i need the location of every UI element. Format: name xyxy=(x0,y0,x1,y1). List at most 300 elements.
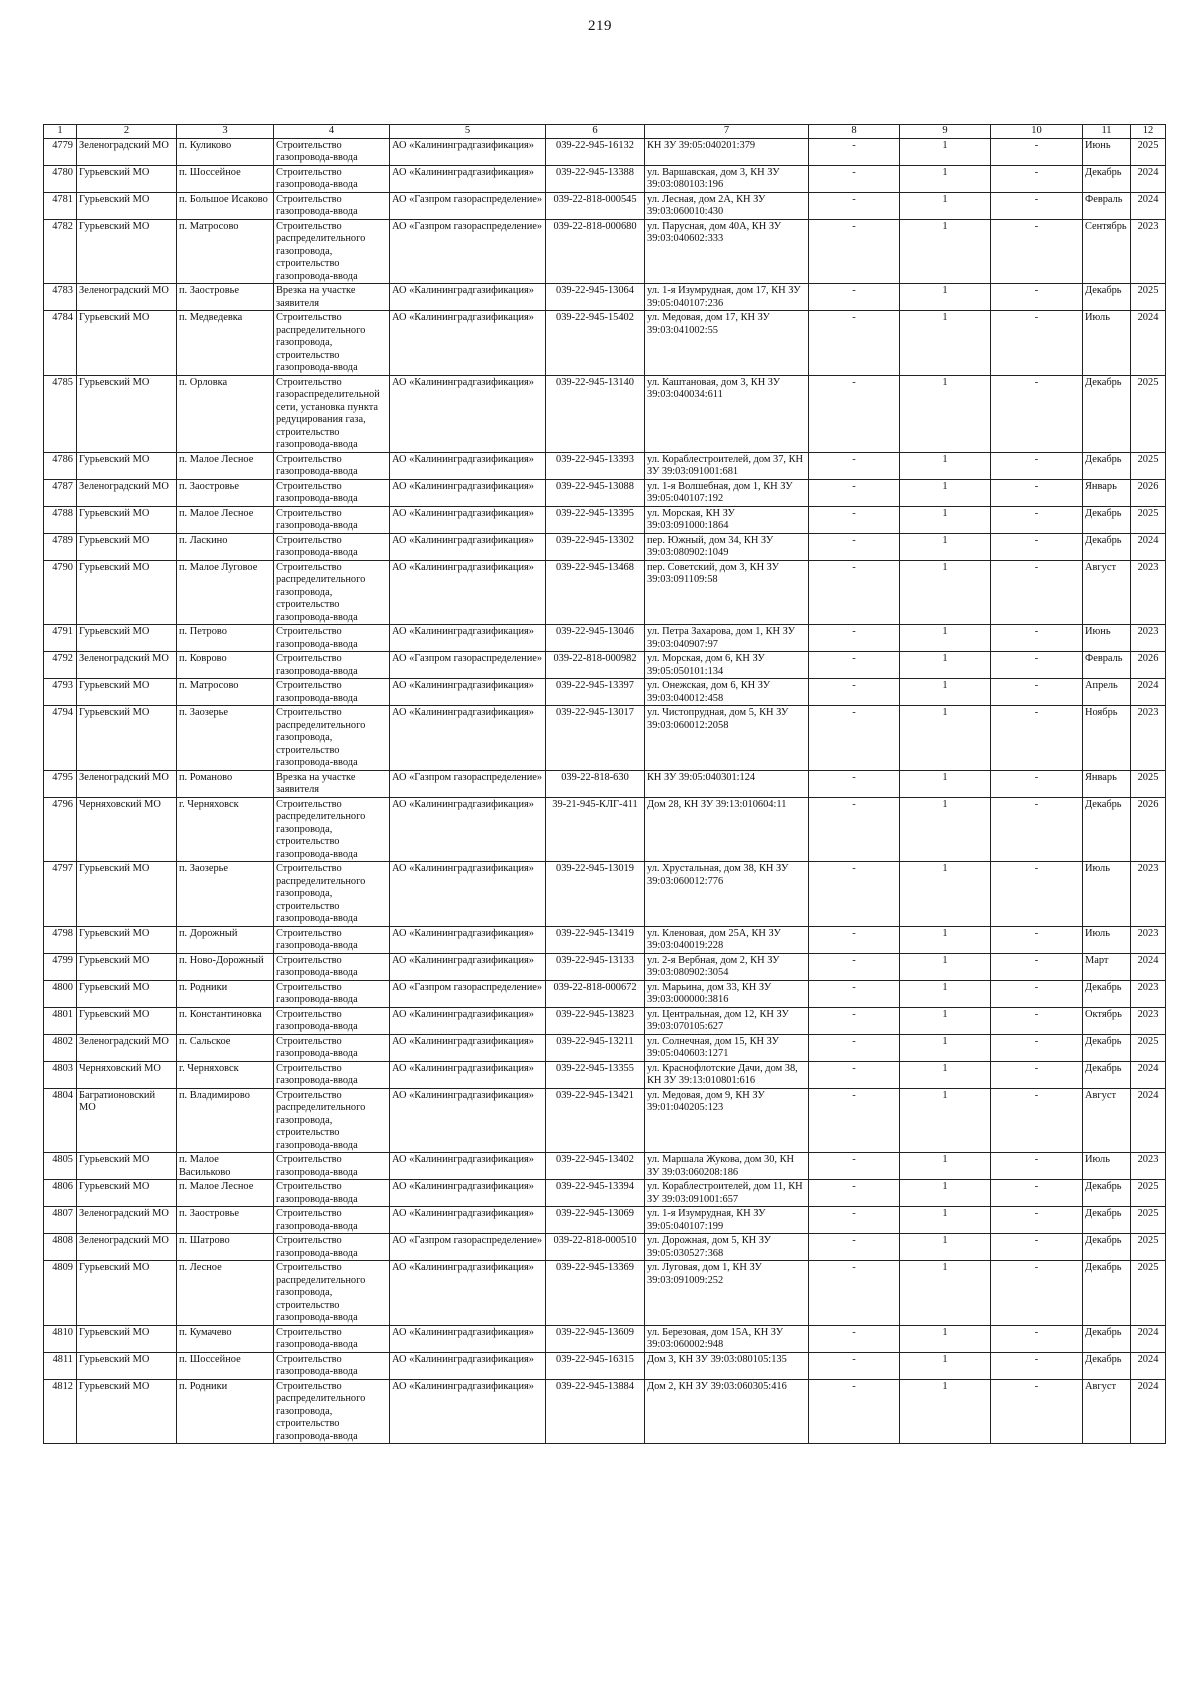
cell-month: Декабрь xyxy=(1083,1034,1131,1061)
cell-municipality: Гурьевский МО xyxy=(77,533,177,560)
table-row xyxy=(44,311,1166,376)
cell-application-number: 039-22-818-000672 xyxy=(546,980,645,1007)
table-row xyxy=(44,192,1166,219)
cell-organization: АО «Калининградгазификация» xyxy=(390,862,546,927)
cell-work-type: Врезка на участке заявителя xyxy=(274,770,390,797)
cell-year: 2024 xyxy=(1131,533,1166,560)
cell-work-type: Строительство распределительного газопровода, строительство газопровода-ввода xyxy=(274,1088,390,1153)
cell-col9: 1 xyxy=(900,652,991,679)
cell-col10: - xyxy=(991,1061,1083,1088)
table-row xyxy=(44,533,1166,560)
cell-organization: АО «Газпром газораспределение» xyxy=(390,1234,546,1261)
cell-month: Июнь xyxy=(1083,138,1131,165)
cell-col8: - xyxy=(809,625,900,652)
cell-year: 2024 xyxy=(1131,311,1166,376)
cell-month: Апрель xyxy=(1083,679,1131,706)
cell-application-number: 039-22-945-13402 xyxy=(546,1153,645,1180)
cell-col10: - xyxy=(991,138,1083,165)
table-row xyxy=(44,1153,1166,1180)
cell-work-type: Строительство газопровода-ввода xyxy=(274,1207,390,1234)
cell-municipality: Гурьевский МО xyxy=(77,926,177,953)
cell-row-number: 4791 xyxy=(44,625,77,652)
cell-col10: - xyxy=(991,311,1083,376)
table-row xyxy=(44,862,1166,927)
cell-col8: - xyxy=(809,1261,900,1326)
cell-row-number: 4790 xyxy=(44,560,77,625)
table-row xyxy=(44,770,1166,797)
cell-address: Дом 3, КН ЗУ 39:03:080105:135 xyxy=(645,1352,809,1379)
cell-col8: - xyxy=(809,1207,900,1234)
cell-address: ул. Каштановая, дом 3, КН ЗУ 39:03:040034:611 xyxy=(645,375,809,452)
cell-col8: - xyxy=(809,706,900,771)
table-row xyxy=(44,1061,1166,1088)
cell-work-type: Строительство газопровода-ввода xyxy=(274,1325,390,1352)
table-row xyxy=(44,1261,1166,1326)
cell-address: ул. Чистопрудная, дом 5, КН ЗУ 39:03:060012:2058 xyxy=(645,706,809,771)
cell-municipality: Гурьевский МО xyxy=(77,560,177,625)
cell-row-number: 4793 xyxy=(44,679,77,706)
cell-municipality: Зеленоградский МО xyxy=(77,284,177,311)
cell-organization: АО «Газпром газораспределение» xyxy=(390,980,546,1007)
cell-month: Февраль xyxy=(1083,192,1131,219)
table-row xyxy=(44,165,1166,192)
cell-row-number: 4796 xyxy=(44,797,77,862)
cell-col9: 1 xyxy=(900,533,991,560)
column-header: 1 xyxy=(44,125,77,139)
data-table xyxy=(43,124,1166,1444)
cell-year: 2026 xyxy=(1131,652,1166,679)
page-number: 219 xyxy=(588,18,612,34)
cell-row-number: 4802 xyxy=(44,1034,77,1061)
cell-application-number: 039-22-945-13369 xyxy=(546,1261,645,1326)
cell-col9: 1 xyxy=(900,1352,991,1379)
cell-month: Декабрь xyxy=(1083,1352,1131,1379)
cell-address: Дом 28, КН ЗУ 39:13:010604:11 xyxy=(645,797,809,862)
cell-application-number: 039-22-945-13397 xyxy=(546,679,645,706)
cell-municipality: Гурьевский МО xyxy=(77,862,177,927)
cell-year: 2023 xyxy=(1131,1153,1166,1180)
cell-work-type: Строительство газопровода-ввода xyxy=(274,679,390,706)
cell-row-number: 4806 xyxy=(44,1180,77,1207)
cell-application-number: 039-22-945-13884 xyxy=(546,1379,645,1444)
cell-application-number: 039-22-945-15402 xyxy=(546,311,645,376)
cell-organization: АО «Калининградгазификация» xyxy=(390,926,546,953)
cell-row-number: 4809 xyxy=(44,1261,77,1326)
cell-organization: АО «Калининградгазификация» xyxy=(390,1325,546,1352)
cell-col9: 1 xyxy=(900,1180,991,1207)
cell-col8: - xyxy=(809,533,900,560)
cell-col9: 1 xyxy=(900,862,991,927)
cell-row-number: 4812 xyxy=(44,1379,77,1444)
table-row xyxy=(44,706,1166,771)
cell-col8: - xyxy=(809,1379,900,1444)
cell-organization: АО «Калининградгазификация» xyxy=(390,1153,546,1180)
cell-col10: - xyxy=(991,679,1083,706)
cell-application-number: 039-22-945-13140 xyxy=(546,375,645,452)
cell-col8: - xyxy=(809,311,900,376)
cell-address: ул. 1-я Волшебная, дом 1, КН ЗУ 39:05:040107:192 xyxy=(645,479,809,506)
cell-settlement: п. Заозерье xyxy=(177,862,274,927)
cell-col8: - xyxy=(809,1325,900,1352)
cell-col9: 1 xyxy=(900,311,991,376)
cell-settlement: п. Малое Лесное xyxy=(177,1180,274,1207)
cell-work-type: Строительство распределительного газопровода, строительство газопровода-ввода xyxy=(274,311,390,376)
cell-month: Декабрь xyxy=(1083,506,1131,533)
cell-row-number: 4781 xyxy=(44,192,77,219)
cell-col10: - xyxy=(991,1088,1083,1153)
cell-organization: АО «Калининградгазификация» xyxy=(390,706,546,771)
cell-row-number: 4803 xyxy=(44,1061,77,1088)
cell-application-number: 039-22-945-13468 xyxy=(546,560,645,625)
cell-year: 2023 xyxy=(1131,1007,1166,1034)
cell-organization: АО «Калининградгазификация» xyxy=(390,953,546,980)
cell-col9: 1 xyxy=(900,479,991,506)
cell-col10: - xyxy=(991,1180,1083,1207)
cell-row-number: 4783 xyxy=(44,284,77,311)
cell-settlement: п. Коврово xyxy=(177,652,274,679)
cell-work-type: Строительство газопровода-ввода xyxy=(274,1153,390,1180)
header-row xyxy=(44,125,1166,139)
cell-address: ул. Медовая, дом 17, КН ЗУ 39:03:041002:55 xyxy=(645,311,809,376)
cell-row-number: 4797 xyxy=(44,862,77,927)
cell-settlement: п. Родники xyxy=(177,980,274,1007)
cell-address: ул. Варшавская, дом 3, КН ЗУ 39:03:080103:196 xyxy=(645,165,809,192)
cell-municipality: Черняховский МО xyxy=(77,797,177,862)
cell-col9: 1 xyxy=(900,797,991,862)
cell-application-number: 039-22-818-000510 xyxy=(546,1234,645,1261)
cell-col8: - xyxy=(809,165,900,192)
cell-col9: 1 xyxy=(900,165,991,192)
cell-organization: АО «Калининградгазификация» xyxy=(390,311,546,376)
cell-work-type: Строительство газопровода-ввода xyxy=(274,479,390,506)
cell-organization: АО «Калининградгазификация» xyxy=(390,1180,546,1207)
table-row xyxy=(44,284,1166,311)
cell-address: ул. Солнечная, дом 15, КН ЗУ 39:05:040603:1271 xyxy=(645,1034,809,1061)
cell-row-number: 4810 xyxy=(44,1325,77,1352)
cell-organization: АО «Калининградгазификация» xyxy=(390,479,546,506)
cell-month: Февраль xyxy=(1083,652,1131,679)
cell-municipality: Багратионовский МО xyxy=(77,1088,177,1153)
cell-settlement: п. Романово xyxy=(177,770,274,797)
cell-organization: АО «Калининградгазификация» xyxy=(390,1207,546,1234)
cell-municipality: Гурьевский МО xyxy=(77,1325,177,1352)
cell-application-number: 039-22-945-13355 xyxy=(546,1061,645,1088)
cell-settlement: п. Малое Луговое xyxy=(177,560,274,625)
cell-col8: - xyxy=(809,1061,900,1088)
cell-col8: - xyxy=(809,1088,900,1153)
cell-month: Декабрь xyxy=(1083,375,1131,452)
cell-settlement: п. Малое Лесное xyxy=(177,506,274,533)
cell-municipality: Гурьевский МО xyxy=(77,506,177,533)
cell-address: ул. Хрустальная, дом 38, КН ЗУ 39:03:060012:776 xyxy=(645,862,809,927)
cell-municipality: Черняховский МО xyxy=(77,1061,177,1088)
cell-organization: АО «Калининградгазификация» xyxy=(390,452,546,479)
cell-municipality: Гурьевский МО xyxy=(77,625,177,652)
cell-work-type: Строительство распределительного газопровода, строительство газопровода-ввода xyxy=(274,862,390,927)
cell-settlement: п. Орловка xyxy=(177,375,274,452)
cell-work-type: Строительство газопровода-ввода xyxy=(274,1007,390,1034)
cell-col9: 1 xyxy=(900,506,991,533)
cell-year: 2025 xyxy=(1131,375,1166,452)
cell-work-type: Строительство газопровода-ввода xyxy=(274,1034,390,1061)
cell-col10: - xyxy=(991,219,1083,284)
cell-row-number: 4807 xyxy=(44,1207,77,1234)
cell-col9: 1 xyxy=(900,1007,991,1034)
cell-col8: - xyxy=(809,192,900,219)
cell-row-number: 4801 xyxy=(44,1007,77,1034)
cell-col10: - xyxy=(991,862,1083,927)
cell-col10: - xyxy=(991,1352,1083,1379)
cell-organization: АО «Газпром газораспределение» xyxy=(390,770,546,797)
column-header: 6 xyxy=(546,125,645,139)
cell-col8: - xyxy=(809,560,900,625)
cell-municipality: Гурьевский МО xyxy=(77,192,177,219)
cell-col9: 1 xyxy=(900,284,991,311)
cell-work-type: Строительство распределительного газопровода, строительство газопровода-ввода xyxy=(274,1379,390,1444)
cell-organization: АО «Калининградгазификация» xyxy=(390,1088,546,1153)
column-header: 2 xyxy=(77,125,177,139)
table-row xyxy=(44,1379,1166,1444)
cell-work-type: Строительство газопровода-ввода xyxy=(274,926,390,953)
cell-col8: - xyxy=(809,1007,900,1034)
cell-application-number: 039-22-945-13394 xyxy=(546,1180,645,1207)
cell-col9: 1 xyxy=(900,1261,991,1326)
cell-work-type: Строительство газопровода-ввода xyxy=(274,1061,390,1088)
cell-application-number: 039-22-945-16315 xyxy=(546,1352,645,1379)
cell-address: ул. Морская, дом 6, КН ЗУ 39:05:050101:134 xyxy=(645,652,809,679)
cell-year: 2025 xyxy=(1131,1034,1166,1061)
cell-organization: АО «Калининградгазификация» xyxy=(390,560,546,625)
cell-settlement: п. Лесное xyxy=(177,1261,274,1326)
cell-organization: АО «Калининградгазификация» xyxy=(390,165,546,192)
cell-row-number: 4784 xyxy=(44,311,77,376)
cell-row-number: 4779 xyxy=(44,138,77,165)
cell-col10: - xyxy=(991,1034,1083,1061)
cell-work-type: Строительство газопровода-ввода xyxy=(274,165,390,192)
cell-settlement: п. Матросово xyxy=(177,219,274,284)
cell-month: Октябрь xyxy=(1083,1007,1131,1034)
cell-municipality: Гурьевский МО xyxy=(77,452,177,479)
cell-municipality: Гурьевский МО xyxy=(77,1007,177,1034)
cell-col8: - xyxy=(809,770,900,797)
cell-col9: 1 xyxy=(900,1379,991,1444)
cell-col10: - xyxy=(991,1234,1083,1261)
cell-application-number: 039-22-945-13017 xyxy=(546,706,645,771)
cell-settlement: п. Шоссейное xyxy=(177,1352,274,1379)
cell-col9: 1 xyxy=(900,926,991,953)
cell-row-number: 4789 xyxy=(44,533,77,560)
cell-col8: - xyxy=(809,797,900,862)
cell-row-number: 4780 xyxy=(44,165,77,192)
cell-col8: - xyxy=(809,926,900,953)
cell-year: 2024 xyxy=(1131,1352,1166,1379)
cell-settlement: п. Петрово xyxy=(177,625,274,652)
cell-organization: АО «Калининградгазификация» xyxy=(390,1379,546,1444)
cell-row-number: 4792 xyxy=(44,652,77,679)
column-header: 12 xyxy=(1131,125,1166,139)
cell-organization: АО «Калининградгазификация» xyxy=(390,1061,546,1088)
cell-year: 2025 xyxy=(1131,1234,1166,1261)
cell-month: Декабрь xyxy=(1083,1180,1131,1207)
cell-organization: АО «Калининградгазификация» xyxy=(390,138,546,165)
cell-row-number: 4786 xyxy=(44,452,77,479)
cell-year: 2024 xyxy=(1131,1325,1166,1352)
cell-work-type: Строительство распределительного газопровода, строительство газопровода-ввода xyxy=(274,219,390,284)
cell-year: 2023 xyxy=(1131,980,1166,1007)
cell-year: 2023 xyxy=(1131,862,1166,927)
cell-col10: - xyxy=(991,625,1083,652)
cell-col9: 1 xyxy=(900,192,991,219)
column-header: 3 xyxy=(177,125,274,139)
cell-col8: - xyxy=(809,138,900,165)
column-header: 9 xyxy=(900,125,991,139)
table-row xyxy=(44,1034,1166,1061)
cell-month: Декабрь xyxy=(1083,452,1131,479)
cell-address: ул. Кораблестроителей, дом 37, КН ЗУ 39:03:091001:681 xyxy=(645,452,809,479)
table-row xyxy=(44,1007,1166,1034)
cell-work-type: Строительство газопровода-ввода xyxy=(274,192,390,219)
cell-col10: - xyxy=(991,165,1083,192)
cell-application-number: 039-22-945-13019 xyxy=(546,862,645,927)
cell-row-number: 4794 xyxy=(44,706,77,771)
cell-col10: - xyxy=(991,1261,1083,1326)
cell-year: 2024 xyxy=(1131,953,1166,980)
table-row xyxy=(44,452,1166,479)
cell-application-number: 039-22-945-13302 xyxy=(546,533,645,560)
cell-application-number: 039-22-945-13211 xyxy=(546,1034,645,1061)
cell-year: 2024 xyxy=(1131,1379,1166,1444)
cell-row-number: 4787 xyxy=(44,479,77,506)
cell-month: Январь xyxy=(1083,479,1131,506)
cell-row-number: 4782 xyxy=(44,219,77,284)
cell-col9: 1 xyxy=(900,1207,991,1234)
cell-month: Декабрь xyxy=(1083,797,1131,862)
cell-municipality: Зеленоградский МО xyxy=(77,652,177,679)
cell-row-number: 4805 xyxy=(44,1153,77,1180)
cell-col10: - xyxy=(991,706,1083,771)
cell-year: 2023 xyxy=(1131,926,1166,953)
cell-application-number: 039-22-818-630 xyxy=(546,770,645,797)
cell-municipality: Гурьевский МО xyxy=(77,1180,177,1207)
cell-organization: АО «Калининградгазификация» xyxy=(390,284,546,311)
table-row xyxy=(44,1207,1166,1234)
cell-col9: 1 xyxy=(900,452,991,479)
cell-month: Январь xyxy=(1083,770,1131,797)
cell-address: пер. Советский, дом 3, КН ЗУ 39:03:091109:58 xyxy=(645,560,809,625)
cell-work-type: Строительство распределительного газопровода, строительство газопровода-ввода xyxy=(274,706,390,771)
cell-col10: - xyxy=(991,1379,1083,1444)
cell-municipality: Зеленоградский МО xyxy=(77,1207,177,1234)
cell-settlement: п. Большое Исаково xyxy=(177,192,274,219)
cell-organization: АО «Калининградгазификация» xyxy=(390,375,546,452)
cell-col8: - xyxy=(809,652,900,679)
cell-col8: - xyxy=(809,506,900,533)
cell-work-type: Строительство газопровода-ввода xyxy=(274,625,390,652)
cell-address: ул. Кленовая, дом 25А, КН ЗУ 39:03:040019:228 xyxy=(645,926,809,953)
cell-col10: - xyxy=(991,770,1083,797)
cell-month: Декабрь xyxy=(1083,1234,1131,1261)
cell-municipality: Зеленоградский МО xyxy=(77,479,177,506)
cell-col9: 1 xyxy=(900,980,991,1007)
cell-settlement: п. Шоссейное xyxy=(177,165,274,192)
cell-col8: - xyxy=(809,479,900,506)
cell-address: ул. 2-я Вербная, дом 2, КН ЗУ 39:03:080902:3054 xyxy=(645,953,809,980)
cell-year: 2026 xyxy=(1131,479,1166,506)
cell-address: ул. Дорожная, дом 5, КН ЗУ 39:05:030527:368 xyxy=(645,1234,809,1261)
cell-month: Март xyxy=(1083,953,1131,980)
cell-settlement: п. Заостровье xyxy=(177,479,274,506)
cell-settlement: п. Ново-Дорожный xyxy=(177,953,274,980)
cell-municipality: Зеленоградский МО xyxy=(77,1034,177,1061)
cell-year: 2025 xyxy=(1131,1207,1166,1234)
cell-col9: 1 xyxy=(900,1153,991,1180)
cell-address: ул. Марьина, дом 33, КН ЗУ 39:03:000000:3816 xyxy=(645,980,809,1007)
cell-address: ул. Маршала Жукова, дом 30, КН ЗУ 39:03:060208:186 xyxy=(645,1153,809,1180)
cell-settlement: п. Малое Лесное xyxy=(177,452,274,479)
cell-col8: - xyxy=(809,679,900,706)
cell-col10: - xyxy=(991,284,1083,311)
cell-col9: 1 xyxy=(900,1088,991,1153)
cell-row-number: 4795 xyxy=(44,770,77,797)
cell-application-number: 039-22-945-13393 xyxy=(546,452,645,479)
cell-year: 2025 xyxy=(1131,284,1166,311)
cell-municipality: Гурьевский МО xyxy=(77,375,177,452)
cell-col9: 1 xyxy=(900,1034,991,1061)
cell-work-type: Строительство газопровода-ввода xyxy=(274,452,390,479)
cell-year: 2024 xyxy=(1131,1088,1166,1153)
cell-col10: - xyxy=(991,1325,1083,1352)
cell-year: 2024 xyxy=(1131,192,1166,219)
cell-month: Декабрь xyxy=(1083,1261,1131,1326)
cell-col9: 1 xyxy=(900,625,991,652)
cell-application-number: 039-22-945-16132 xyxy=(546,138,645,165)
table-row xyxy=(44,953,1166,980)
cell-work-type: Строительство газопровода-ввода xyxy=(274,138,390,165)
table-row xyxy=(44,560,1166,625)
cell-settlement: п. Кумачево xyxy=(177,1325,274,1352)
cell-application-number: 039-22-818-000982 xyxy=(546,652,645,679)
cell-year: 2024 xyxy=(1131,679,1166,706)
cell-organization: АО «Калининградгазификация» xyxy=(390,1352,546,1379)
cell-address: Дом 2, КН ЗУ 39:03:060305:416 xyxy=(645,1379,809,1444)
cell-address: ул. Березовая, дом 15А, КН ЗУ 39:03:060002:948 xyxy=(645,1325,809,1352)
cell-municipality: Зеленоградский МО xyxy=(77,770,177,797)
cell-year: 2024 xyxy=(1131,165,1166,192)
table-row xyxy=(44,926,1166,953)
cell-organization: АО «Калининградгазификация» xyxy=(390,1261,546,1326)
cell-col10: - xyxy=(991,192,1083,219)
cell-month: Июль xyxy=(1083,926,1131,953)
cell-application-number: 039-22-945-13088 xyxy=(546,479,645,506)
cell-month: Август xyxy=(1083,560,1131,625)
cell-work-type: Строительство распределительного газопровода, строительство газопровода-ввода xyxy=(274,797,390,862)
cell-application-number: 039-22-945-13046 xyxy=(546,625,645,652)
cell-col10: - xyxy=(991,506,1083,533)
cell-settlement: п. Заостровье xyxy=(177,284,274,311)
cell-col8: - xyxy=(809,980,900,1007)
cell-organization: АО «Калининградгазификация» xyxy=(390,533,546,560)
column-header: 8 xyxy=(809,125,900,139)
cell-col9: 1 xyxy=(900,1325,991,1352)
cell-work-type: Строительство распределительного газопровода, строительство газопровода-ввода xyxy=(274,560,390,625)
cell-col8: - xyxy=(809,375,900,452)
cell-col9: 1 xyxy=(900,770,991,797)
cell-col8: - xyxy=(809,1153,900,1180)
table-row xyxy=(44,1180,1166,1207)
cell-col9: 1 xyxy=(900,375,991,452)
cell-municipality: Гурьевский МО xyxy=(77,219,177,284)
cell-address: ул. Медовая, дом 9, КН ЗУ 39:01:040205:123 xyxy=(645,1088,809,1153)
